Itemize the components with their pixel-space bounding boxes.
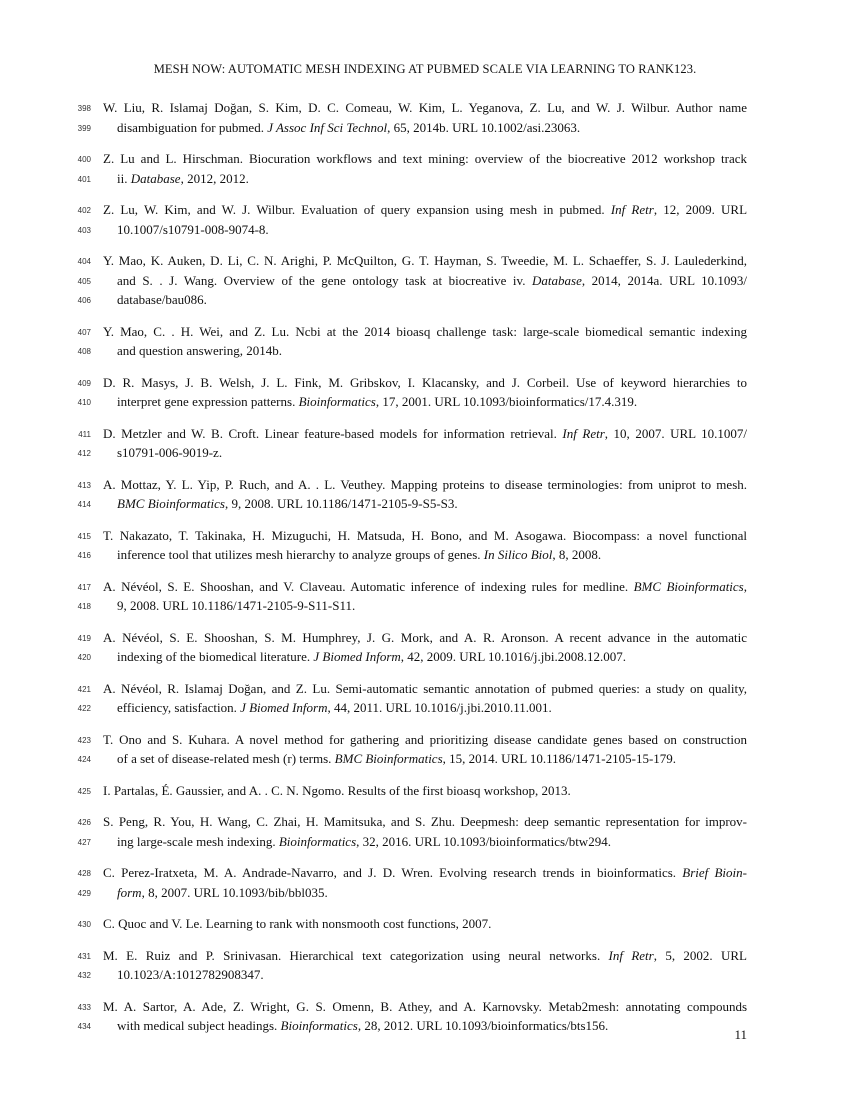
reference-text [117, 290, 747, 310]
text-segment: 10.1007/s10791-008-9074-8. [117, 221, 269, 237]
reference-line [0, 98, 850, 118]
reference-line [0, 373, 850, 393]
text-segment: I. Partalas, É. Gaussier, and A. . C. N. Ngomo. Results of the first bioasq workshop, 2013. [103, 782, 571, 798]
line-number: 423 [77, 735, 91, 745]
reference-line [0, 341, 850, 361]
reference-line [0, 443, 850, 463]
line-number: 398 [77, 104, 91, 113]
text-segment: D. Metzler and W. B. Croft. Linear feature-based models for information retrieval. [103, 425, 563, 441]
text-segment: ing large-scale mesh indexing. [117, 833, 279, 849]
reference-line [0, 965, 850, 985]
reference-line [0, 251, 850, 271]
reference-text [117, 271, 747, 291]
running-header: MESH NOW: AUTOMATIC MESH INDEXING AT PUBMED SCALE VIA LEARNING TO RANK123. [153, 62, 697, 76]
reference-text [103, 526, 747, 546]
reference-line [0, 647, 850, 667]
reference-entry [0, 200, 850, 239]
line-number: 432 [77, 971, 91, 980]
reference-line [0, 424, 850, 444]
text-segment: interpret gene expression patterns. [117, 394, 299, 409]
reference-entry [0, 475, 850, 514]
text-segment: T. Nakazato, T. Takinaka, H. Mizuguchi, H. Matsuda, H. Bono, and M. Asogawa. Biocompass: a novel functional [103, 527, 747, 543]
text-segment: A. Mottaz, Y. L. Yip, P. Ruch, and A. . L. Veuthey. Mapping proteins to disease terminologies: from uniprot to mesh. [103, 476, 747, 492]
reference-entry [0, 812, 850, 851]
journal-title: Bioinformatics [278, 833, 357, 849]
text-segment: M. A. Sartor, A. Ade, Z. Wright, G. S. Omenn, B. Athey, and A. Karnovsky. Metab2mesh: annotating compounds [103, 998, 747, 1014]
text-segment: M. E. Ruiz and P. Srinivasan. Hierarchical text categorization using neural networks. [103, 947, 609, 963]
line-number: 417 [77, 582, 91, 592]
reference-line [0, 596, 850, 616]
reference-entry [0, 628, 850, 667]
line-number: 421 [77, 684, 91, 694]
text-segment: , 32, 2016. URL 10.1093/bioinformatics/btw294. [356, 833, 611, 849]
reference-text [117, 169, 747, 189]
reference-line [0, 200, 850, 220]
line-number: 411 [78, 429, 91, 439]
text-segment: , 65, 2014b. URL 10.1002/asi.23063. [387, 119, 581, 135]
text-segment: Z. Lu, W. Kim, and W. J. Wilbur. Evaluation of query expansion using mesh in pubmed. [103, 202, 611, 217]
line-number: 403 [77, 225, 91, 235]
journal-title: Brief Bioin- [682, 865, 747, 880]
journal-title: BMC Bioinformatics [117, 496, 225, 511]
reference-text [103, 812, 747, 832]
text-segment: Y. Mao, K. Auken, D. Li, C. N. Arighi, P. McQuilton, G. T. Hayman, S. Tweedie, M. L. Schaeffer, S. J. Laulederkind, [103, 253, 747, 268]
reference-text [103, 251, 747, 271]
text-segment: , 12, 2009. URL [653, 202, 748, 217]
text-segment: D. R. Masys, J. B. Welsh, J. L. Fink, M. Gribskov, I. Klacansky, and J. Corbeil. Use of keyword hierarchies to [103, 374, 747, 390]
line-number: 404 [77, 257, 91, 266]
text-segment: and question answering, 2014b. [117, 343, 283, 358]
text-segment: s10791-006-9019-z. [117, 445, 223, 460]
reference-line [0, 997, 850, 1017]
reference-list [0, 98, 850, 1048]
line-number: 429 [77, 888, 91, 898]
text-segment: 10.1023/A:1012782908347. [117, 967, 264, 982]
text-segment: indexing of the biomedical literature. [117, 649, 314, 664]
text-segment: A. Névéol, R. Islamaj Doğan, and Z. Lu. Semi-automatic semantic annotation of pubmed queries: a study on quality, [103, 680, 747, 696]
reference-line [0, 494, 850, 514]
reference-text [103, 322, 747, 342]
text-segment: C. Perez-Iratxeta, M. A. Andrade-Navarro, and J. D. Wren. Evolving research trends in bioinformatics. [103, 865, 683, 880]
line-number: 402 [77, 206, 91, 215]
journal-title: Database [532, 272, 582, 288]
line-number: 424 [77, 755, 91, 764]
text-segment: with medical subject headings. [117, 1018, 281, 1033]
journal-title: Inf Retr [610, 202, 654, 217]
text-segment: efficiency, satisfaction. [117, 700, 241, 715]
reference-line [0, 749, 850, 769]
reference-line [0, 526, 850, 546]
reference-text [117, 392, 747, 412]
reference-line [0, 698, 850, 718]
line-number: 400 [77, 155, 91, 164]
reference-line [0, 577, 850, 597]
line-number: 428 [77, 869, 91, 878]
text-segment: Y. Mao, C. . H. Wei, and Z. Lu. Ncbi at the 2014 bioasq challenge task: large-scale biomedical semantic indexing [103, 323, 747, 339]
reference-entry [0, 149, 850, 188]
line-number: 414 [77, 500, 91, 509]
text-segment: Z. Lu and L. Hirschman. Biocuration workflows and text mining: overview of the biocreative 2012 workshop track [103, 151, 747, 166]
line-number: 405 [77, 276, 91, 286]
line-number: 415 [77, 531, 91, 541]
reference-entry [0, 781, 850, 801]
reference-line [0, 730, 850, 750]
text-segment: , 2012, 2012. [180, 170, 249, 186]
journal-title: BMC Bioinformatics [633, 578, 744, 594]
line-number: 410 [77, 398, 91, 407]
text-segment: C. Quoc and V. Le. Learning to rank with nonsmooth cost functions, 2007. [103, 916, 492, 931]
text-segment: S. Peng, R. You, H. Wang, C. Zhai, H. Mamitsuka, and S. Zhu. Deepmesh: deep semantic representation for improv- [103, 814, 747, 829]
text-segment: , 28, 2012. URL 10.1093/bioinformatics/bts156. [357, 1018, 609, 1033]
reference-text [103, 730, 747, 750]
text-segment: , 44, 2011. URL 10.1016/j.jbi.2010.11.001. [327, 700, 552, 715]
reference-line [0, 220, 850, 240]
line-number: 406 [77, 296, 91, 305]
reference-entry [0, 526, 850, 565]
reference-line [0, 812, 850, 832]
reference-text [117, 647, 747, 667]
line-number: 409 [77, 378, 91, 388]
line-number: 426 [77, 818, 91, 827]
journal-title: BMC Bioinformatics [334, 751, 443, 766]
line-number: 413 [77, 480, 91, 490]
reference-text [117, 545, 747, 565]
text-segment: , 5, 2002. URL [653, 947, 748, 963]
journal-title: Bioinformatics [298, 394, 376, 409]
reference-text [117, 341, 747, 361]
reference-text [117, 596, 747, 616]
reference-entry [0, 373, 850, 412]
text-segment: , 17, 2001. URL 10.1093/bioinformatics/17.4.319. [375, 394, 638, 409]
text-segment: ii. [117, 170, 131, 186]
reference-text [117, 220, 747, 240]
journal-title: Database [130, 170, 181, 186]
journal-title: Inf Retr [562, 425, 605, 441]
journal-title: In Silico Biol [483, 547, 553, 562]
reference-text [103, 98, 747, 118]
reference-text [117, 118, 747, 138]
line-number: 427 [77, 837, 91, 847]
journal-title: form [117, 884, 142, 900]
text-segment: disambiguation for pubmed. [117, 119, 268, 135]
line-number: 408 [77, 347, 91, 356]
reference-text [103, 997, 747, 1017]
journal-title: J Biomed Inform [240, 700, 328, 715]
text-segment: T. Ono and S. Kuhara. A novel method for gathering and prioritizing disease candidate genes based on construction [103, 731, 747, 747]
reference-text [103, 373, 747, 393]
reference-line [0, 149, 850, 169]
text-segment: and S. . J. Wang. Overview of the gene ontology task at biocreative iv. [117, 272, 533, 288]
text-segment: , 15, 2014. URL 10.1186/1471-2105-15-179. [442, 751, 677, 766]
reference-entry [0, 679, 850, 718]
journal-title: J Assoc Inf Sci Technol [267, 119, 388, 135]
text-segment: inference tool that utilizes mesh hierarchy to analyze groups of genes. [117, 547, 484, 562]
reference-entry [0, 424, 850, 463]
reference-line [0, 475, 850, 495]
reference-line [0, 628, 850, 648]
reference-line [0, 781, 850, 801]
text-segment: , 9, 2008. URL 10.1186/1471-2105-9-S5-S3. [224, 496, 458, 511]
reference-text [103, 679, 747, 699]
reference-line [0, 914, 850, 934]
reference-text [103, 149, 747, 169]
reference-text [117, 494, 747, 514]
text-segment: A. Névéol, S. E. Shooshan, S. M. Humphrey, J. G. Mork, and A. R. Aronson. A recent advance in the automatic [103, 629, 747, 645]
reference-text [117, 1016, 747, 1036]
reference-text [103, 200, 747, 220]
journal-title: Bioinformatics [280, 1018, 358, 1033]
reference-text [103, 781, 747, 801]
text-segment: of a set of disease-related mesh (r) terms. [117, 751, 335, 766]
text-segment: , 8, 2007. URL 10.1093/bib/bbl035. [141, 884, 328, 900]
reference-entry [0, 577, 850, 616]
reference-text [103, 863, 747, 883]
reference-text [103, 475, 747, 495]
reference-text [103, 914, 747, 934]
line-number: 433 [77, 1002, 91, 1012]
line-number: 422 [77, 704, 91, 713]
reference-text [117, 965, 747, 985]
reference-entry [0, 98, 850, 137]
reference-line [0, 545, 850, 565]
reference-entry [0, 914, 850, 934]
reference-line [0, 679, 850, 699]
line-number: 431 [77, 951, 91, 961]
text-segment: , 2014, 2014a. URL 10.1093/ [581, 272, 748, 288]
reference-line [0, 392, 850, 412]
reference-line [0, 169, 850, 189]
line-number: 434 [77, 1022, 91, 1031]
reference-line [0, 832, 850, 852]
text-segment: database/bau086. [117, 292, 207, 307]
line-number: 418 [77, 602, 91, 611]
text-segment: 9, 2008. URL 10.1186/1471-2105-9-S11-S11. [117, 598, 356, 613]
reference-line [0, 271, 850, 291]
reference-entry [0, 730, 850, 769]
text-segment: A. Névéol, S. E. Shooshan, and V. Claveau. Automatic inference of indexing rules for medline. [103, 578, 634, 594]
reference-text [117, 883, 747, 903]
reference-text [103, 628, 747, 648]
reference-text [103, 946, 747, 966]
journal-title: J Biomed Inform [313, 649, 401, 664]
line-number: 407 [77, 327, 91, 337]
reference-line [0, 946, 850, 966]
text-segment: , [743, 578, 747, 594]
reference-line [0, 883, 850, 903]
line-number: 416 [77, 551, 91, 560]
reference-entry [0, 946, 850, 985]
text-segment: , 8, 2008. [552, 547, 602, 562]
line-number: 430 [77, 920, 91, 929]
reference-entry [0, 322, 850, 361]
line-number: 425 [77, 786, 91, 796]
reference-line [0, 290, 850, 310]
reference-line [0, 118, 850, 138]
reference-text [103, 424, 747, 444]
reference-entry [0, 251, 850, 310]
reference-text [117, 443, 747, 463]
page-number: 11 [734, 1027, 747, 1042]
text-segment: , 10, 2007. URL 10.1007/ [604, 425, 747, 441]
line-number: 399 [77, 123, 91, 133]
reference-entry [0, 863, 850, 902]
journal-title: Inf Retr [608, 947, 654, 963]
line-number: 412 [77, 449, 91, 458]
reference-line [0, 322, 850, 342]
reference-line [0, 863, 850, 883]
line-number: 420 [77, 653, 91, 662]
reference-text [103, 577, 747, 597]
text-segment: W. Liu, R. Islamaj Doğan, S. Kim, D. C. Comeau, W. Kim, L. Yeganova, Z. Lu, and W. J. Wilbur. Author name [103, 100, 747, 115]
reference-text [117, 832, 747, 852]
line-number: 419 [77, 633, 91, 643]
line-number: 401 [77, 174, 91, 184]
reference-text [117, 749, 747, 769]
text-segment: , 42, 2009. URL 10.1016/j.jbi.2008.12.007. [400, 649, 626, 664]
reference-text [117, 698, 747, 718]
